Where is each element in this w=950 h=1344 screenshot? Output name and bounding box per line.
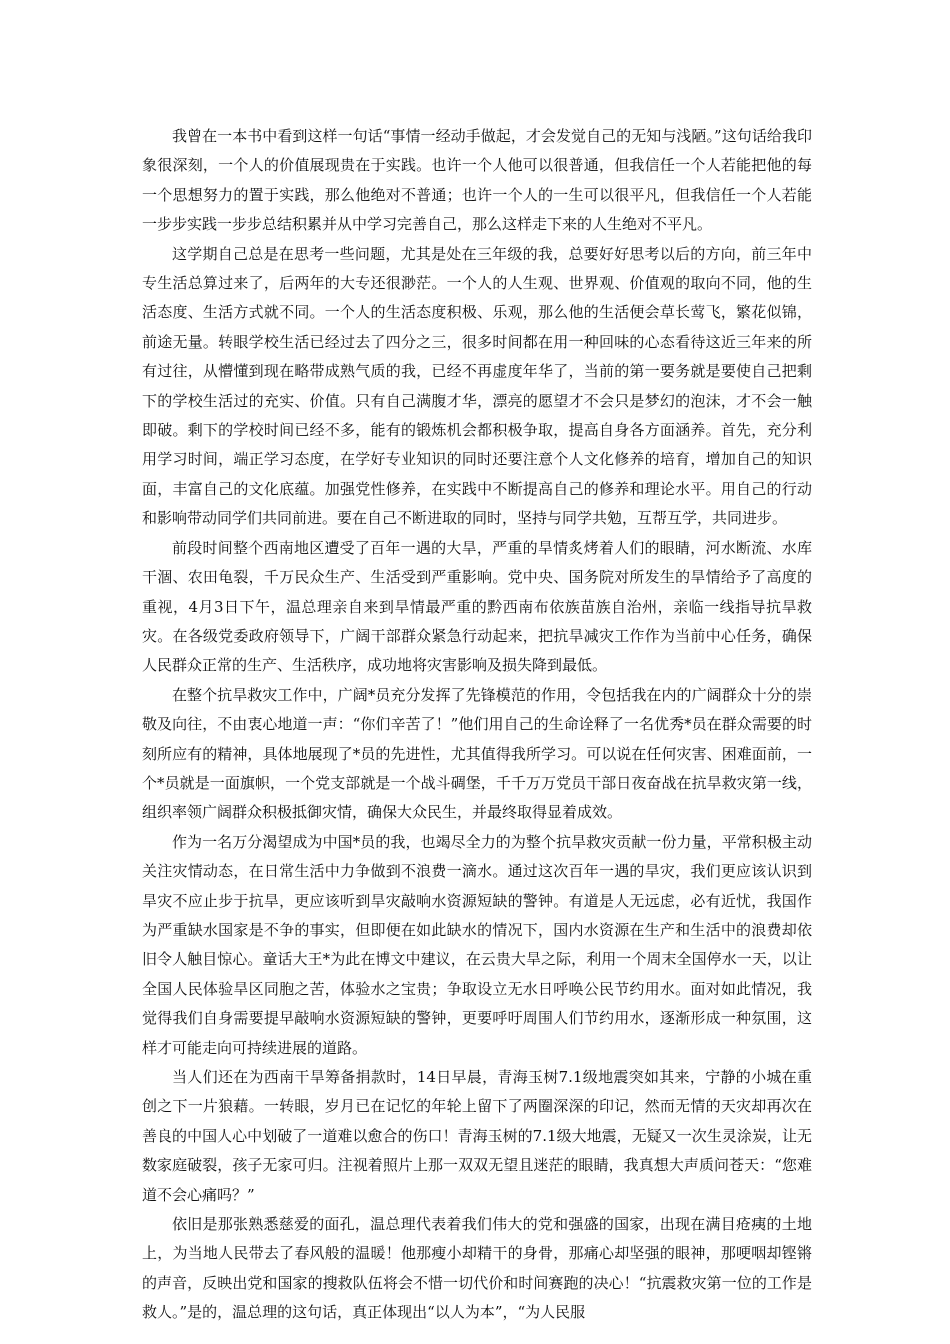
paragraph-practice: 我曾在一本书中看到这样一句话“事情一经动手做起，才会发觉自己的无知与浅陋。”这句话给我印象很深刻，一个人的价值展现贵在于实践。也许一个人他可以很普通，但我信任一个人若能把他的每一个思想努力的置于实践，那么他绝对不普通；也许一个人的一生可以很平凡，但我信任一个人若能一步步实践一步步总结积累并从中学习完善自己，那么这样走下来的人生绝对不平凡。 [142, 127, 812, 234]
paragraph-southwest-drought: 前段时间整个西南地区遭受了百年一遇的大旱，严重的旱情炙烤着人们的眼睛，河水断流、水库干涸、农田龟裂，千万民众生产、生活受到严重影响。党中央、国务院对所发生的旱情给予了高度的重视，4月3日下午，温总理亲自来到旱情最严重的黔西南布依族苗族自治州，亲临一线指导抗旱救灾。在各级党委政府领导下，广阔干部群众紧急行动起来，把抗旱减灾工作作为当前中心任务，确保人民群众正常的生产、生活秩序，成功地将灾害影响及损失降到最低。 [142, 538, 812, 675]
paragraph-premier-visit: 依旧是那张熟悉慈爱的面孔，温总理代表着我们伟大的党和强盛的国家，出现在满目疮痍的土地上，为当地人民带去了春风般的温暖！他那瘦小却精干的身骨，那痛心却坚强的眼神，那哽咽却铿锵的声音，反映出党和国家的搜救队伍将会不惜一切代价和时间赛跑的决心！“抗震救灾第一位的工作是救人。”是的，温总理的这句话，真正体现出“以人为本”，“为人民服 [142, 1215, 812, 1322]
paragraph-yushu-earthquake: 当人们还在为西南干旱筹备捐款时，14日早晨，青海玉树7.1级地震突如其来，宁静的小城在重创之下一片狼藉。一转眼，岁月已在记忆的年轮上留下了两圈深深的印记，然而无情的天灾却再次在善良的中国人心中划破了一道难以愈合的伤口！青海玉树的7.1级大地震，无疑又一次生灵涂炭，让无数家庭破裂，孩子无家可归。注视着照片上那一双双无望且迷茫的眼睛，我真想大声质问苍天：“您难道不会心痛吗？” [142, 1068, 812, 1204]
paragraph-semester-reflection: 这学期自己总是在思考一些问题，尤其是处在三年级的我，总要好好思考以后的方向，前三年中专生活总算过来了，后两年的大专还很渺茫。一个人的人生观、世界观、价值观的取向不同，他的生活态度、生活方式就不同。一个人的生活态度积极、乐观，那么他的生活便会草长莺飞，繁花似锦，前途无量。转眼学校生活已经过去了四分之三，很多时间都在用一种回味的心态看待这近三年来的所有过往，从懵懂到现在略带成熟气质的我，已经不再虚度年华了，当前的第一要务就是要使自己把剩下的学校生活过的充实、价值。只有自己满腹才华，漂亮的愿望才不会只是梦幻的泡沫，才不会一触即破。剩下的学校时间已经不多，能有的锻炼机会都积极争取，提高自身各方面涵养。首先，充分利用学习时间，端正学习态度，在学好专业知识的同时还要注意个人文化修养的培育，增加自己的知识面，丰富自己的文化底蕴。加强党性修养，在实践中不断提高自己的修养和理论水平。用自己的行动和影响带动同学们共同前进。要在自己不断进取的同时，坚持与同学共勉，互帮互学，共同进步。 [142, 244, 812, 528]
paragraph-water-saving: 作为一名万分渴望成为中国*员的我，也竭尽全力的为整个抗旱救灾贡献一份力量，平常积极主动关注灾情动态，在日常生活中力争做到不浪费一滴水。通过这次百年一遇的旱灾，我们更应该认识到旱灾不应止步于抗旱，更应该听到旱灾敲响水资源短缺的警钟。有道是人无远虑，必有近忧，我国作为严重缺水国家是不争的事实，但即便在如此缺水的情况下，国内水资源在生产和生活中的浪费却依旧令人触目惊心。童话大王*为此在博文中建议，在云贵大旱之际，利用一个周末全国停水一天，以让全国人民体验旱区同胞之苦，体验水之宝贵；争取设立无水日呼唤公民节约用水。面对如此情况，我觉得我们自身需要提早敲响水资源短缺的警钟，更要呼吁周围人们节约用水，逐渐形成一种氛围，这样才可能走向可持续进展的道路。 [142, 832, 812, 1057]
document-body [142, 122, 812, 1328]
paragraph-party-members: 在整个抗旱救灾工作中，广阔*员充分发挥了先锋模范的作用，令包括我在内的广阔群众十分的崇敬及向往，不由衷心地道一声：“你们辛苦了！”他们用自己的生命诠释了一名优秀*员在群众需要的时刻所应有的精神，具体地展现了*员的先进性，尤其值得我所学习。可以说在任何灾害、困难面前，一个*员就是一面旗帜，一个党支部就是一个战斗碉堡，千千万万党员干部日夜奋战在抗旱救灾第一线，组织率领广阔群众积极抵御灾情，确保大众民生，并最终取得显着成效。 [142, 685, 812, 822]
